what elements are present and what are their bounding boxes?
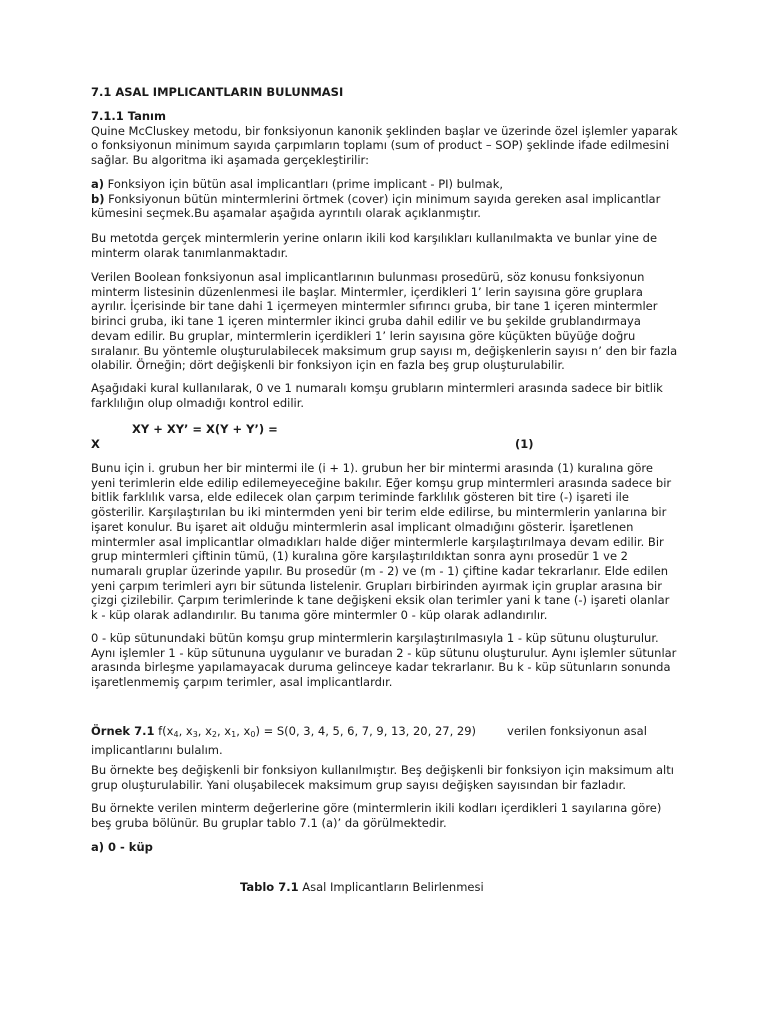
intro-paragraph: Quine McCluskey metodu, bir fonksiyonun kanonik şeklinden başlar ve üzerinde özel işlemler yaparak o fonksiyonun minimum sayıda çarpımların toplamı (sum of product – SOP) şeklinde ifade edilmesini sağlar. Bu algoritma iki aşamada gerçekleştirilir:: [91, 123, 678, 168]
example-label: Örnek 7.1: [91, 724, 155, 738]
table-caption-text: Asal Implicantların Belirlenmesi: [298, 880, 484, 894]
steps-block: [91, 177, 679, 221]
example-sum: ) = S(0, 3, 4, 5, 6, 7, 9, 13, 20, 27, 29): [255, 724, 477, 738]
cube-heading: a) 0 - küp: [91, 840, 153, 854]
step-b: [91, 192, 679, 221]
cubes-paragraph: 0 - küp sütunundaki bütün komşu grup mintermlerin karşılaştırılmasıyla 1 - küp sütunu oluşturulur. Aynı işlemler 1 - küp sütununa uygulanır ve buradan 2 - küp sütunu oluşturulur. Aynı işlemler sütunlar arasında birleşme yapılamayacak duruma gelinceye kadar tekrarlanır. Bu k - küp sütunların sonunda işaretlenmemiş çarpım terimler, asal implicantlardır.: [91, 631, 677, 690]
formula-number: (1): [515, 437, 534, 451]
formula-line: XY + XY’ = X(Y + Y’) =: [132, 422, 278, 436]
five-variable-paragraph: Bu örnekte beş değişkenli bir fonksiyon kullanılmıştır. Beş değişkenli bir fonksiyon için maksimum altı grup oluşturulabilir. Yani oluşabilecek maksimum grup sayısı değişken sayısından bir fazladır.: [91, 763, 674, 792]
step-a-text: Fonksiyon için bütün asal implicantları (prime implicant - PI) bulmak,: [104, 177, 504, 191]
section-heading: 7.1 ASAL IMPLICANTLARIN BULUNMASI: [91, 85, 344, 99]
definition-block: [91, 109, 679, 168]
groups-paragraph: Bu örnekte verilen minterm değerlerine göre (mintermlerin ikili kodları içerdikleri 1 sayılarına göre) beş gruba bölünür. Bu gruplar tablo 7.1 (a)’ da görülmektedir.: [91, 801, 662, 830]
example-rest: verilen fonksiyonun asal implicantlarını bulalım.: [91, 724, 647, 757]
step-b-label: b): [91, 191, 105, 206]
procedure-paragraph: Verilen Boolean fonksiyonun asal implicantlarının bulunması prosedürü, söz konusu fonksiyonun minterm listesinin düzenlenmesi ile başlar. Mintermler, içerdikleri 1’ lerin sayısına göre gruplara ayrılır. İçerisinde bir tane dahi 1 içermeyen mintermler sıfırıncı gruba, bir tane 1 içeren mintermler birinci gruba, iki tane 1 içeren mintermler ikinci gruba dahil edilir ve bu şekilde grublandırmaya devam edilir. Bu gruplar, mintermlerin içerdikleri 1’ lerin sayısına göre küçükten büyüğe doğru sıralanır. Bu yöntemle oluşturulabilecek maksimum grup sayısı m, değişkenlerin sayısı n’ den bir fazla olabilir. Örneğin; dört değişkenli bir fonksiyon için en fazla beş grup oluşturulabilir.: [91, 270, 678, 373]
step-a-label: a): [91, 177, 105, 191]
table-caption: [240, 880, 484, 895]
compare-paragraph: Bunu için i. grubun her bir mintermi ile (i + 1). grubun her bir mintermi arasında (1) kuralına göre yeni terimlerin elde edilip edilemeyeceğine bakılır. Eğer komşu grup mintermleri arasında sadece bir bitlik farklılık varsa, elde edilecek olan çarpım teriminde farklılık gösteren bit tire (-) işareti ile gösterilir. Karşılaştırılan bu iki mintermden yeni bir terim elde edilirse, bu mintermlerin yanlarına bir işaret konulur. Bu işaret ait olduğu mintermlerin asal implicant olmadığını gösterir. İşaretlenen mintermler asal implicantlar olmadıkları halde diğer mintermlerle karşılaştırılmaya devam edilir. Bir grup mintermleri çiftinin tümü, (1) kuralına göre karşılaştırıldıktan sonra aynı prosedür 1 ve 2 numaralı gruplar üzerinde yapılır. Bu prosedür (m - 2) ve (m - 1) çiftine kadar tekrarlanır. Elde edilen yeni çarpım terimleri ayrı bir sütunda listelenir. Grupları birbirinden ayırmak için gruplar arasına bir çizgi çizilebilir. Çarpım terimlerinde k tane değişkeni eksik olan terimler yani k tane (-) işareti olanlar k - küp olarak adlandırılır. Bu tanıma göre mintermler 0 - küp olarak adlandırılır.: [91, 461, 672, 623]
step-a: [91, 177, 679, 192]
example-block: Örnek 7.1 $f(x_4$, $x_3$, $x_2$, $x_1$, $x_0) = S(0$, 3, 4, 5, 6, 7, 9, 13, 20, 27, 29) verilen fonksiyonun asal implicantlarını bulalım.: [91, 724, 647, 757]
method-paragraph: Bu metotda gerçek mintermlerin yerine onların ikili kod karşılıkları kullanılmakta ve bunlar yine de minterm olarak tanımlanmaktadır.: [91, 231, 658, 260]
table-label: Tablo 7.1: [240, 880, 299, 894]
subsection-heading: 7.1.1 Tanım: [91, 109, 166, 123]
rule-paragraph: Aşağıdaki kural kullanılarak, 0 ve 1 numaralı komşu grubların mintermleri arasında sadece bir bitlik farklılığın olup olmadığı kontrol edilir.: [91, 381, 663, 410]
step-b-text: Fonksiyonun bütün mintermlerini örtmek (cover) için minimum sayıda gereken asal implicantlar kümesini seçmek.Bu aşamalar aşağıda ayrıntılı olarak açıklanmıştır.: [91, 191, 661, 221]
formula-result: X: [91, 437, 100, 451]
example-function: f(x: [154, 724, 174, 738]
